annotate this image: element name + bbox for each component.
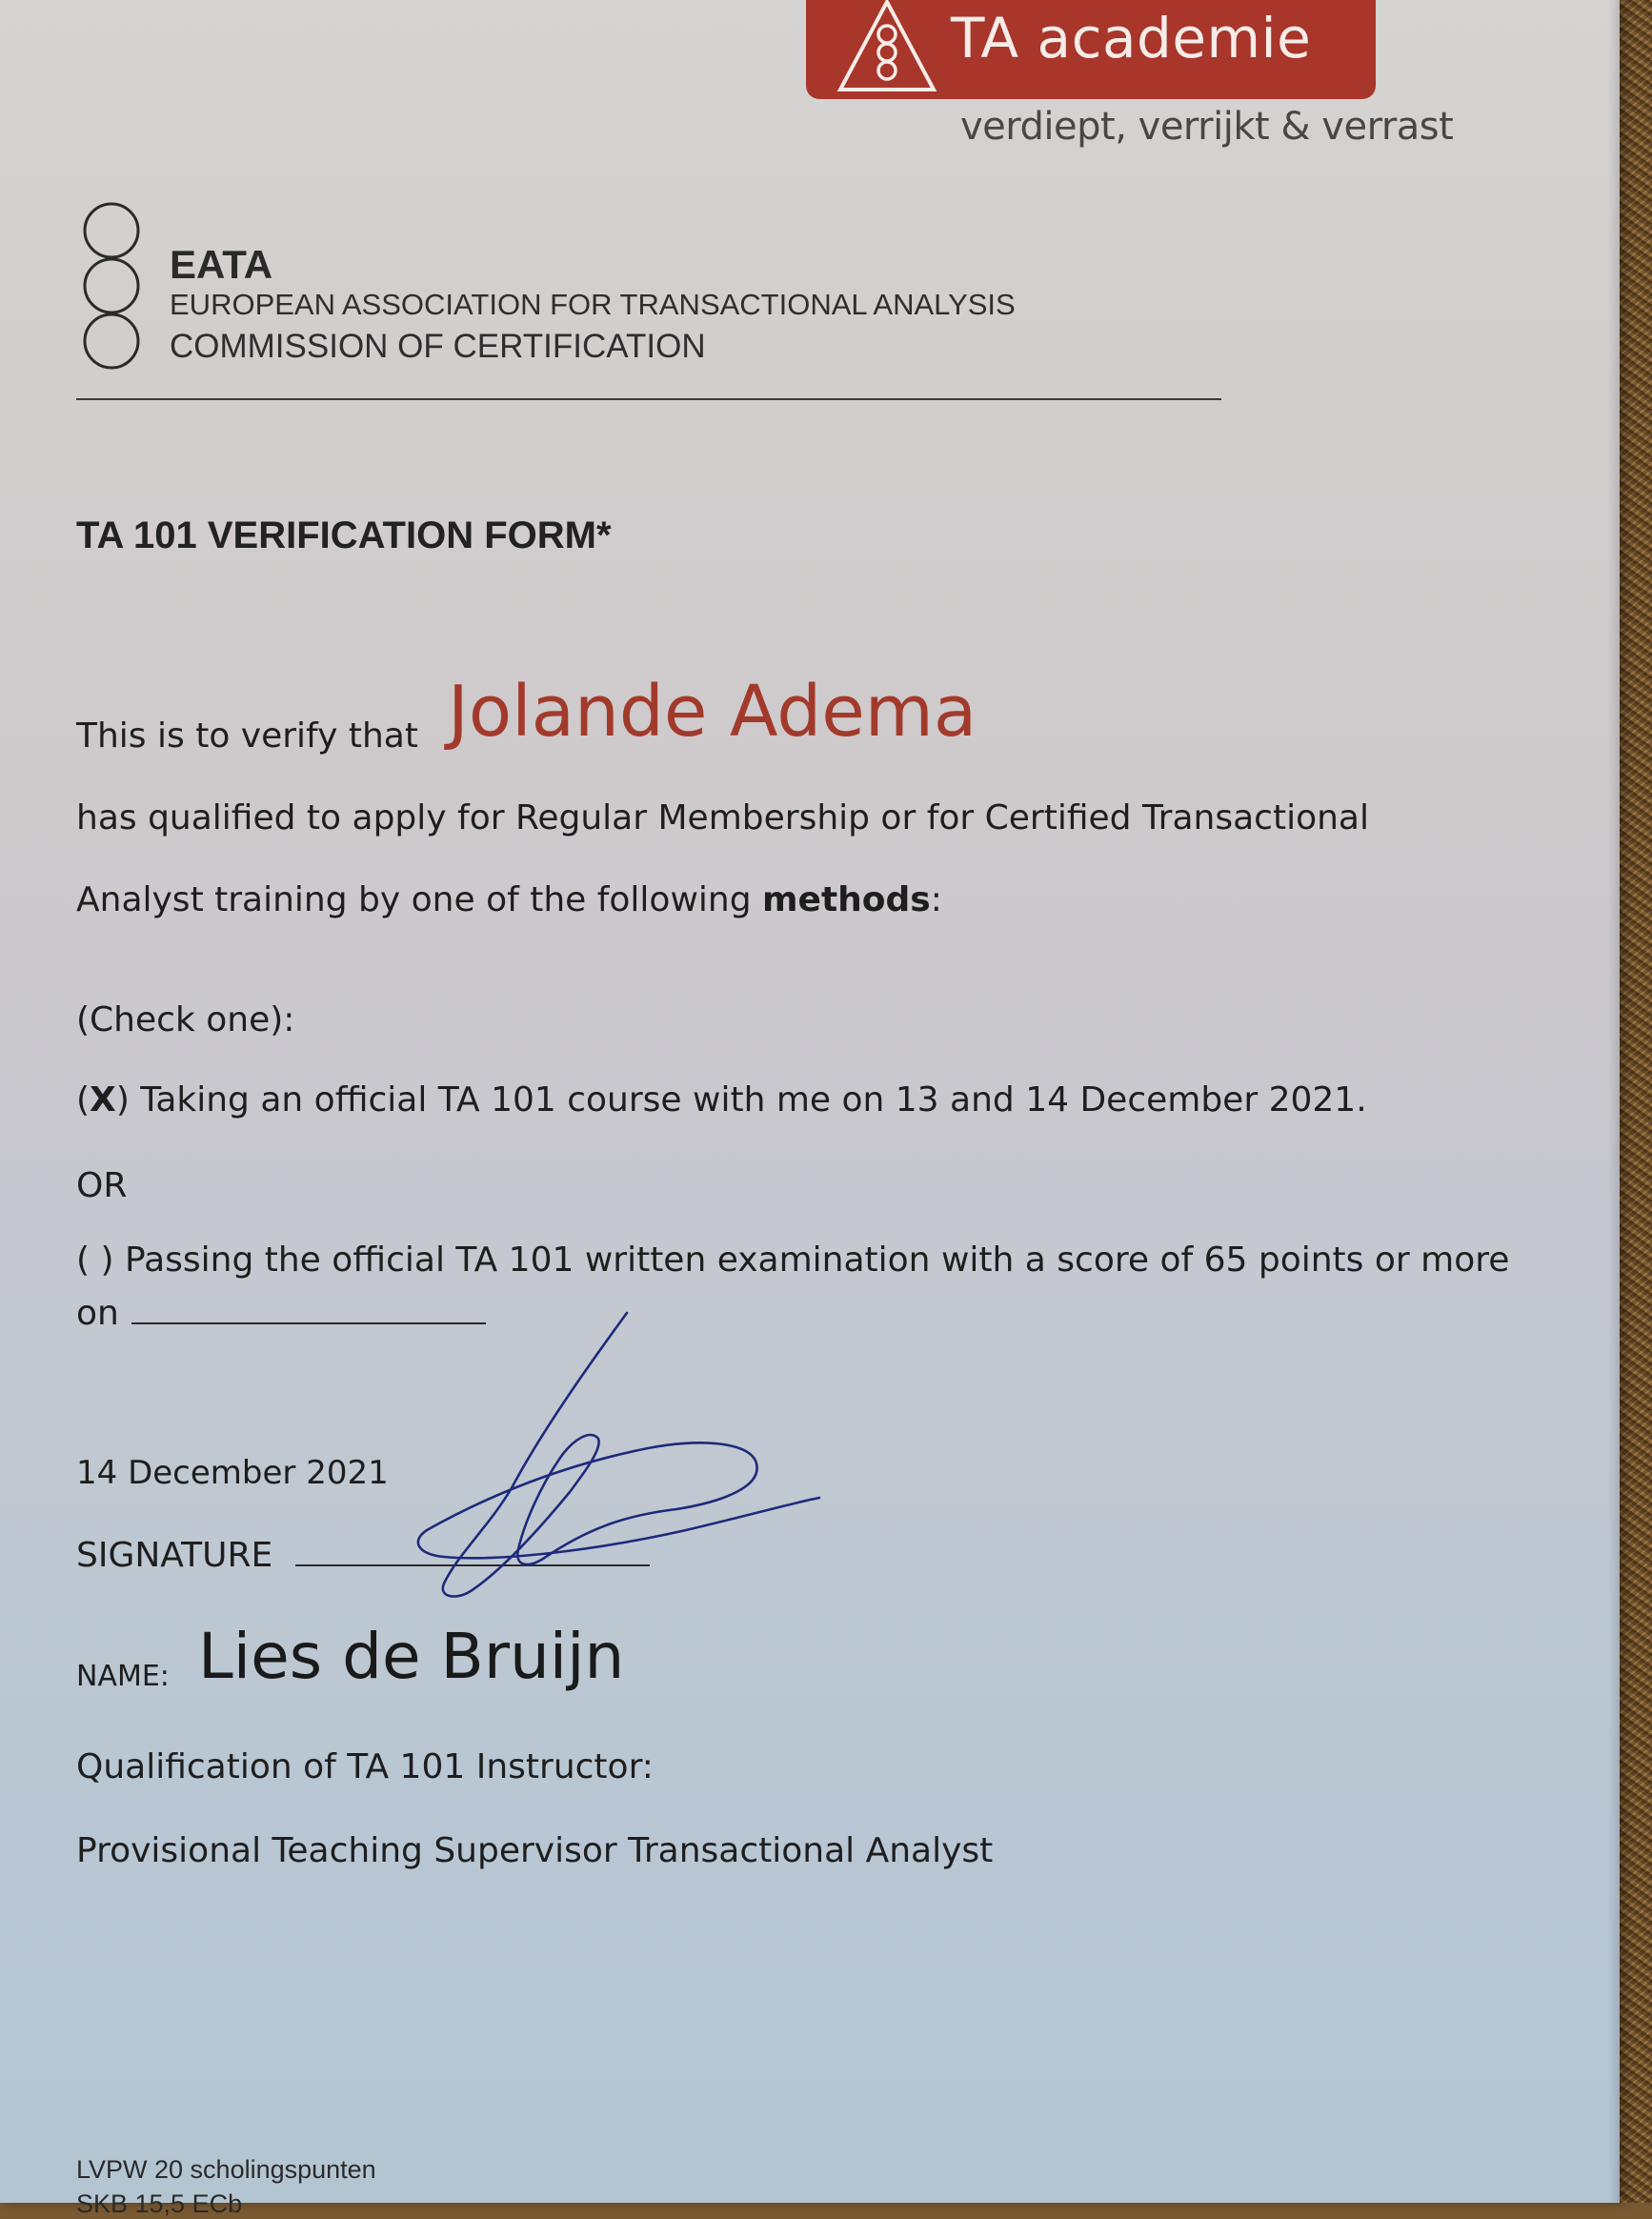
option-exam-line-2: on [76,1294,119,1333]
ta-academie-brand: TA academie [951,6,1312,71]
qualified-line-2 [76,880,942,919]
handwritten-signature [400,1305,838,1610]
signature-label: SIGNATURE [76,1536,273,1575]
eata-acronym: EATA [170,242,273,287]
verify-prefix: This is to verify that [76,716,418,756]
option-course-text: ) Taking an official TA 101 course with me on 13 and 14 December 2021. [115,1080,1367,1120]
header-divider [76,398,1221,400]
footer-lvpw-points: LVPW 20 scholingspunten [76,2155,376,2184]
check-one-label: (Check one): [76,1000,295,1039]
qualification-value: Provisional Teaching Supervisor Transactional Analyst [76,1831,994,1870]
name-label: NAME: [76,1660,170,1693]
eata-circles-logo-icon [78,202,145,370]
instructor-name: Lies de Bruijn [198,1620,625,1693]
eata-commission: COMMISSION OF CERTIFICATION [170,328,706,365]
ta-academie-tagline: verdiept, verrijkt & verrast [960,105,1454,149]
qualification-label: Qualification of TA 101 Instructor: [76,1747,654,1786]
form-title: TA 101 VERIFICATION FORM* [76,514,612,556]
option-course-open: ( [76,1080,91,1120]
ta-academie-logo [806,0,1376,99]
qualified-line-1: has qualified to apply for Regular Membership or for Certified Transactional [76,798,1369,837]
paper-edge-shadow [1608,0,1620,2203]
option-course-checkmark: X [90,1080,116,1120]
methods-word: methods [762,880,931,919]
option-course [76,1080,1367,1120]
eata-full-name: EUROPEAN ASSOCIATION FOR TRANSACTIONAL ANALYSIS [170,288,1016,321]
triangle-circles-icon [835,0,939,91]
footer-skb-points: SKB 15,5 ECb [76,2189,243,2218]
signed-date: 14 December 2021 [76,1454,389,1492]
option-exam-line-1: ( ) Passing the official TA 101 written examination with a score of 65 points or more [76,1241,1510,1280]
qualified-line-2-prefix: Analyst training by one of the following [76,880,763,919]
qualified-line-2-suffix: : [930,880,942,919]
candidate-name: Jolande Adema [448,671,977,753]
or-separator: OR [76,1166,128,1205]
